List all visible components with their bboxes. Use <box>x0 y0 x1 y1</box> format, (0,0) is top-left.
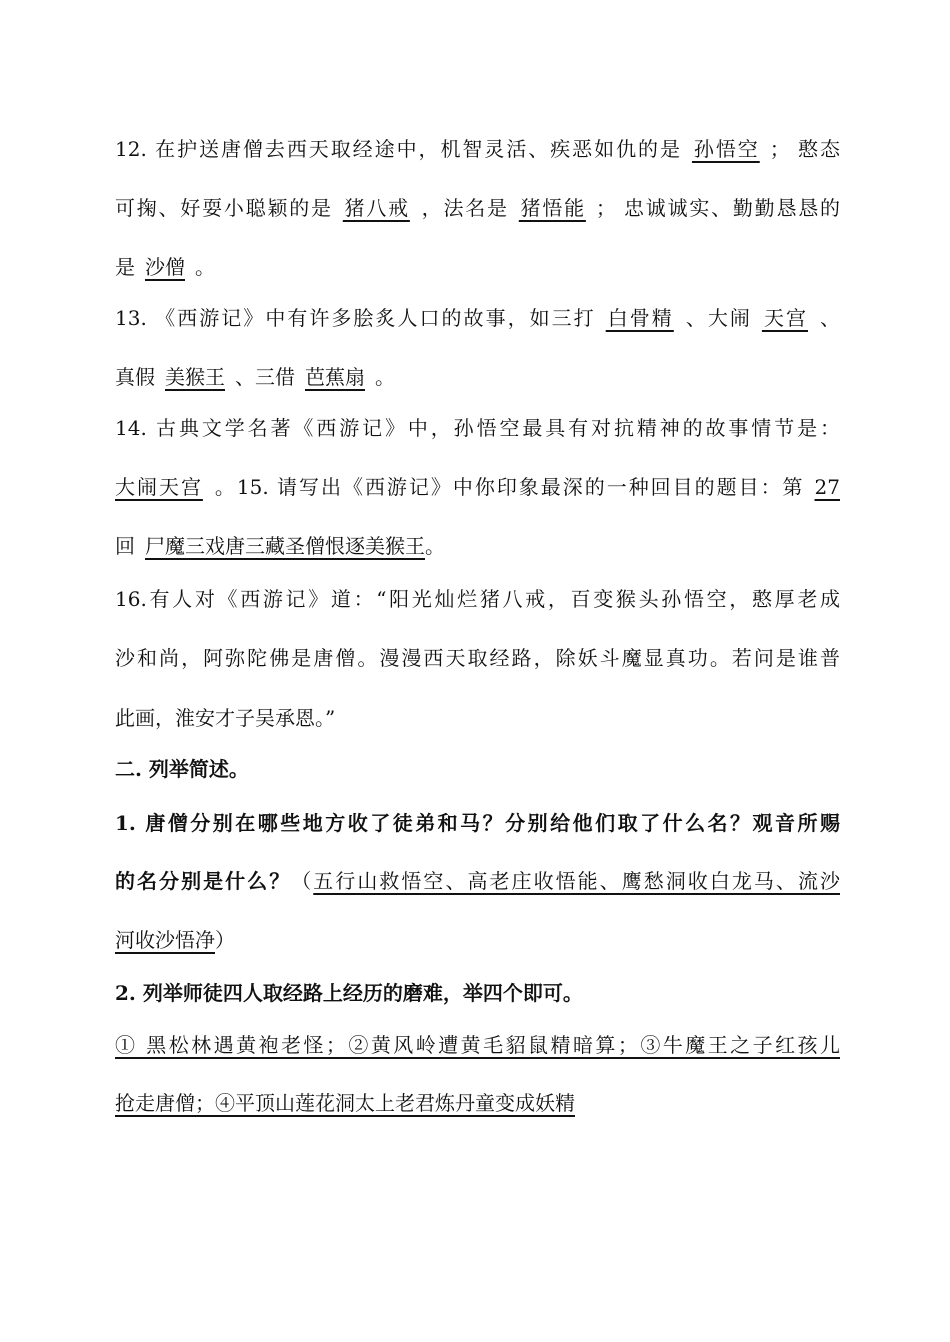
section2-heading: 二. 列举简述。 <box>115 757 249 781</box>
q14-line-1 <box>115 413 840 443</box>
q14-answer: 大闹天宫 <box>115 475 203 499</box>
section2-q1-line-1: 1. 唐僧分别在哪些地方收了徒弟和马？分别给他们取了什么名？观音所赐 <box>115 811 840 835</box>
q13-answer-4: 芭蕉扇 <box>305 365 365 389</box>
q14-text: 14. 古典文学名著《西游记》中，孙悟空最具有对抗精神的故事情节是： <box>115 416 840 440</box>
section2-q1-answer-part2: 河收沙悟净 <box>115 928 215 952</box>
q12-line3-start: 是 <box>115 255 135 279</box>
q15-chapter-title: 尸魔三戏唐三藏圣僧恨逐美猴王 <box>145 534 425 558</box>
q16-line-3: 此画，淮安才子吴承恩。” <box>115 706 336 730</box>
q14-after: 。15. 请写出《西游记》中你印象最深的一种回目的题目：第 <box>212 475 805 499</box>
q13-answer-3: 美猴王 <box>165 365 225 389</box>
q12-line-1 <box>115 134 840 164</box>
q13-prefix: 13. 《西游记》中有许多脍炙人口的故事，如三打 <box>115 306 596 330</box>
q12-mid-3: ； 忠诚诚实、勤勤恳恳的 <box>595 196 841 220</box>
q12-prefix: 12. 在护送唐僧去西天取经途中，机智灵活、疾恶如仇的是 <box>115 137 682 161</box>
q13-end: 。 <box>375 365 395 389</box>
q13-mid-1: 、大闹 <box>683 306 752 330</box>
q12-answer-1: 孙悟空 <box>691 137 760 161</box>
q12-line-2 <box>115 193 840 223</box>
section2-q2-heading: 2. 列举师徒四人取经路上经历的磨难，举四个即可。 <box>115 981 583 1005</box>
q13-answer-2: 天宫 <box>761 306 808 330</box>
q15-end: 。 <box>425 534 445 558</box>
section2-q1-line2-bold: 的名分别是什么？ <box>115 869 292 893</box>
q13-line2-start: 真假 <box>115 365 155 389</box>
q12-answer-3: 猪悟能 <box>518 196 586 220</box>
section2-q1-answer-part1: 五行山救悟空、高老庄收悟能、鹰愁洞收白龙马、流沙 <box>313 869 840 893</box>
q14-line-2 <box>115 472 840 502</box>
q12-answer-4: 沙僧 <box>145 255 185 279</box>
q12-end: 。 <box>195 255 215 279</box>
q12-line-3 <box>115 252 840 282</box>
q14-line-3 <box>115 531 840 561</box>
q13-mid-3: 、三借 <box>235 365 295 389</box>
section2-q1-line-2 <box>115 866 840 896</box>
q12-mid-1: ； 憨态 <box>769 137 841 161</box>
q12-mid-2: ，法名是 <box>419 196 509 220</box>
q12-line2-start: 可掬、好耍小聪颖的是 <box>115 196 333 220</box>
section2-q1-line-3 <box>115 925 840 955</box>
q12-answer-2: 猪八戒 <box>342 196 410 220</box>
q16-line-1: 16.有人对《西游记》道：“阳光灿烂猪八戒，百变猴头孙悟空，憨厚老成 <box>115 587 840 611</box>
section2-q1-close: ） <box>215 928 235 952</box>
q13-mid-2: 、 <box>818 306 841 330</box>
q13-line-2 <box>115 362 840 392</box>
q15-chapter-number: 27 <box>814 475 840 499</box>
q16-line-2: 沙和尚，阿弥陀佛是唐僧。漫漫西天取经路，除妖斗魔显真功。若问是谁普 <box>115 646 840 670</box>
q15-line3-start: 回 <box>115 534 135 558</box>
section2-q2-answer-line-2: 抢走唐僧；④平顶山莲花洞太上老君炼丹童变成妖精 <box>115 1091 575 1115</box>
q13-answer-1: 白骨精 <box>605 306 674 330</box>
section2-q2-answer-line-1: ① 黑松林遇黄袍老怪；②黄风岭遭黄毛貂鼠精暗算；③牛魔王之子红孩儿 <box>115 1033 840 1057</box>
section2-q1-open: （ <box>291 869 314 893</box>
q13-line-1 <box>115 303 840 333</box>
